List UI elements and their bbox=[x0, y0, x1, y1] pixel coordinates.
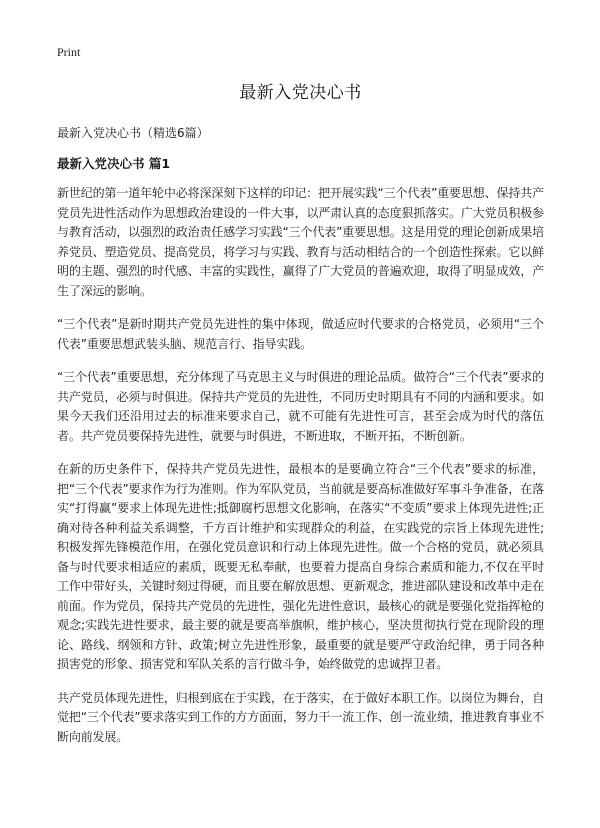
document-title: 最新入党决心书 bbox=[239, 83, 362, 103]
paragraph-3: “三个代表”重要思想，充分体现了马克思主义与时俱进的理论品质。做符合“三个代表”要求的共产党员，必须与时俱进。保持共产党员的先进性，不同历史时期具有不同的内涵和要求。如果今天我们还沿用过去的标准来要求自己，就不可能有先进性可言，甚至会成为时代的落伍者。共产党员要保持先进性，就要与时俱进，不断进取，不断开拓，不断创新。 bbox=[57, 370, 544, 443]
paragraph-2: “三个代表”是新时期共产党员先进性的集中体现，做适应时代要求的合格党员，必须用“三个代表”重要思想武装头脑、规范言行、指导实践。 bbox=[57, 317, 544, 351]
paragraph-1: 新世纪的第一道年轮中必将深深刻下这样的印记：把开展实践“三个代表”重要思想、保持共产党员先进性活动作为思想政治建设的一件大事，以严肃认真的态度狠抓落实。广大党员积极参与教育活动，以强烈的政治责任感学习实践“三个代表”重要思想。这是用党的理论创新成果培养党员、塑造党员、提高党员，将学习与实践、教育与活动相结合的一个创造性探索。它以鲜明的主题、强烈的时代感、丰富的实践性，赢得了广大党员的普遍欢迎，取得了明显成效，产生了深远的影响。 bbox=[57, 186, 544, 298]
paragraph-5: 共产党员体现先进性，归根到底在于实践，在于落实，在于做好本职工作。以岗位为舞台，自觉把“三个代表”要求落实到工作的方方面面，努力干一流工作、创一流业绩，推进教育事业不断向前发展。 bbox=[57, 690, 544, 744]
print-link[interactable]: Print bbox=[57, 45, 81, 59]
section-heading: 最新入党决心书 篇1 bbox=[57, 156, 171, 171]
document-subtitle: 最新入党决心书（精选6篇） bbox=[57, 126, 209, 140]
paragraph-4: 在新的历史条件下，保持共产党员先进性，最根本的是要确立符合“三个代表”要求的标准，把“三个代表”要求作为行为准则。作为军队党员，当前就是要高标准做好军事斗争准备，在落实“打得赢”要求上体现先进性;抵御腐朽思想文化影响，在落实“不变质”要求上体现先进性;正确对待各种利益关系调整，千方百计维护和实现群众的利益，在实践党的宗旨上体现先进性;积极发挥先锋模范作用，在强化党员意识和行动上体现先进性。做一个合格的党员，就必须具备与时代要求相适应的素质，既要无私奉献，也要着力提高自身综合素质和能力,不仅在平时工作中带好头，关键时刻过得硬，而且要在解放思想、更新观念，推进部队建设和改革中走在前面。作为党员，保持共产党员的先进性，强化先进性意识，最核心的就是要强化党指挥枪的观念;实践先进性要求，最主要的就是要高举旗帜，维护核心，坚决贯彻执行党在现阶段的理论、路线、纲领和方针、政策;树立先进性形象，最重要的就是要严守政治纪律，勇于同各种损害党的形象、损害党和军队关系的言行做斗争，始终做党的忠诚捍卫者。 bbox=[57, 462, 544, 671]
